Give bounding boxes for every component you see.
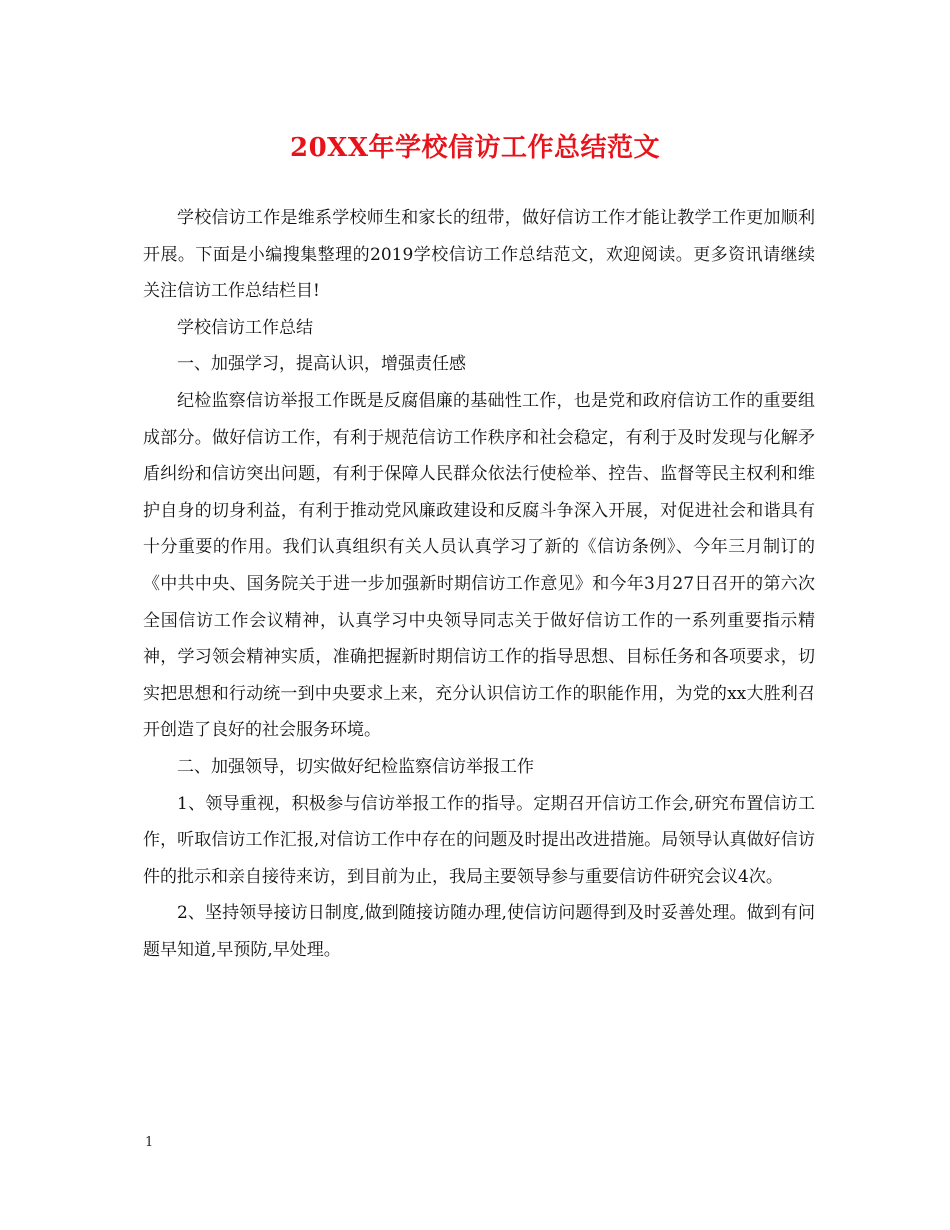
- intro-paragraph: 学校信访工作是维系学校师生和家长的纽带，做好信访工作才能让教学工作更加顺利开展。下面是小编搜集整理的2019学校信访工作总结范文，欢迎阅读。更多资讯请继续关注信访工作总结栏目!: [143, 208, 815, 302]
- body-paragraph: 纪检监察信访举报工作既是反腐倡廉的基础性工作，也是党和政府信访工作的重要组成部分。做好信访工作，有利于规范信访工作秩序和社会稳定，有利于及时发现与化解矛盾纠纷和信访突出问题，有利于保障人民群众依法行使检举、控告、监督等民主权利和维护自身的切身利益，有利于推动党风廉政建设和反腐斗争深入开展，对促进社会和谐具有十分重要的作用。我们认真组织有关人员认真学习了新的《信访条例》、今年三月制订的《中共中央、国务院关于进一步加强新时期信访工作意见》和今年3月27日召开的第六次全国信访工作会议精神，认真学习中央领导同志关于做好信访工作的一系列重要指示精神，学习领会精神实质，准确把握新时期信访工作的指导思想、目标任务和各项要求，切实把思想和行动统一到中央要求上来，充分认识信访工作的职能作用，为党的xx大胜利召开创造了良好的社会服务环境。: [143, 390, 815, 741]
- page-number: 1: [145, 1135, 154, 1150]
- section-heading: 一、加强学习，提高认识，增强责任感: [177, 354, 466, 375]
- document-title: 20XX年学校信访工作总结范文: [289, 133, 661, 163]
- section-heading: 二、加强领导，切实做好纪检监察信访举报工作: [177, 756, 534, 777]
- body-paragraph: 1、领导重视，积极参与信访举报工作的指导。定期召开信访工作会,研究布置信访工作，听取信访工作汇报,对信访工作中存在的问题及时提出改进措施。局领导认真做好信访件的批示和亲自接待来访，到目前为止，我局主要领导参与重要信访件研究会议4次。: [143, 793, 815, 887]
- body-paragraph: 2、坚持领导接访日制度,做到随接访随办理,使信访问题得到及时妥善处理。做到有问题早知道,早预防,早处理。: [143, 903, 815, 960]
- section-heading: 学校信访工作总结: [177, 317, 313, 338]
- document-body: [143, 200, 815, 968]
